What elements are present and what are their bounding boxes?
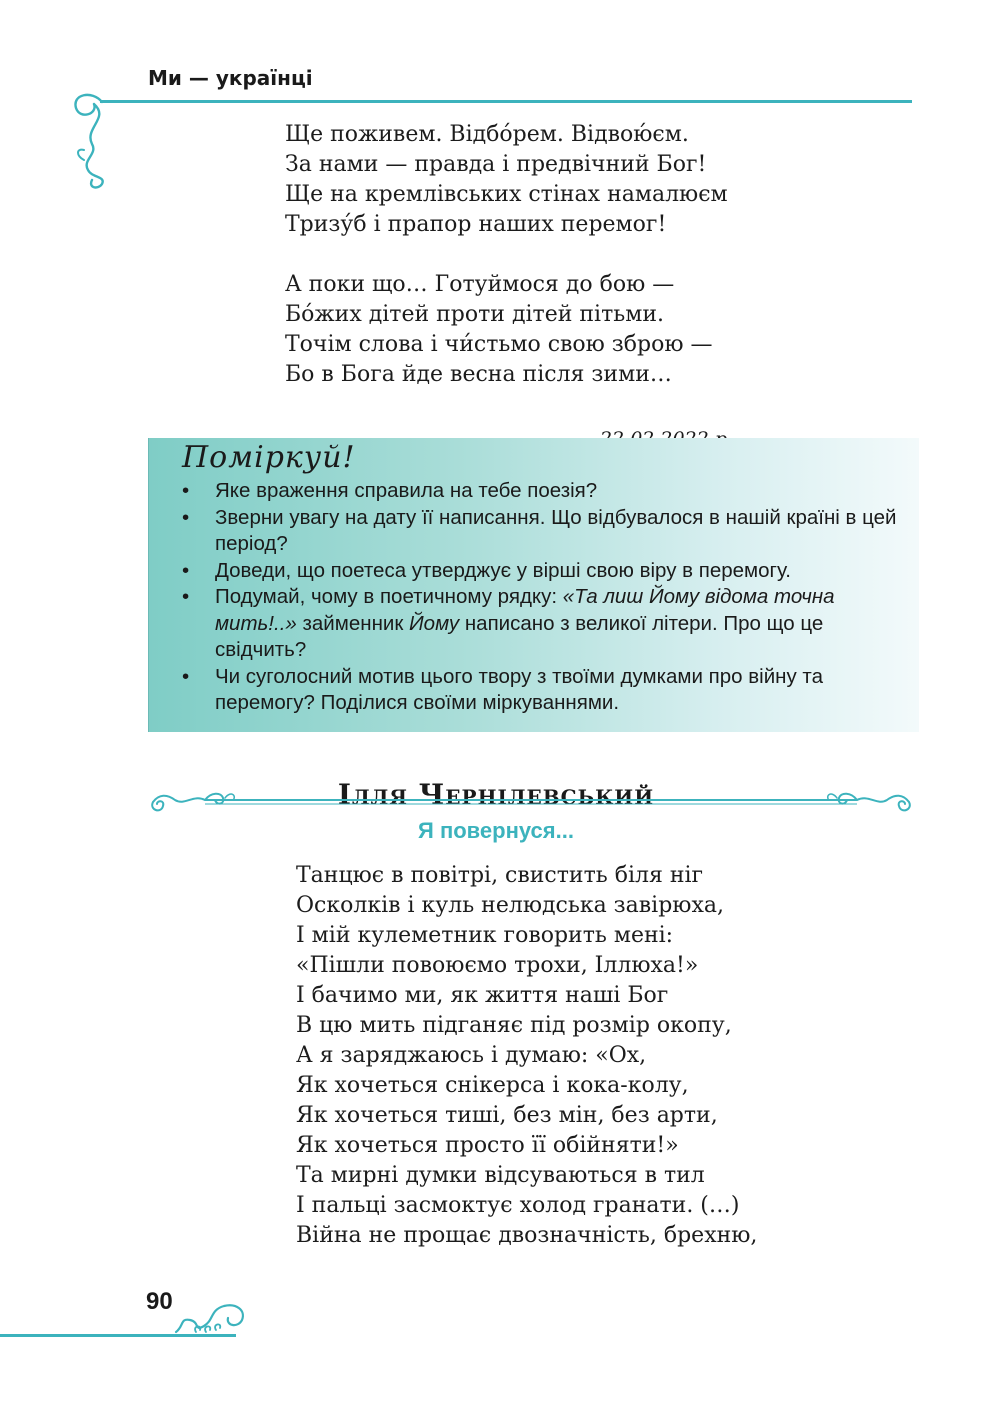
swirl-ornament-icon [62,88,122,198]
poem-line: За нами — правда і предвічний Бог! [285,152,707,177]
poem-line: Ще поживем. Відбо́рем. Відвою́єм. [285,122,689,147]
quoted-line: «Та лиш Йому відома точна мить!..» [215,585,835,635]
poem-line: І бачимо ми, як життя наші Бог [296,983,669,1008]
list-item: • Чи суголосний мотив цього твору з твоїми думками про війну та перемогу? Поділися своїми міркуваннями. [182,664,823,714]
poem-line: Точім слова і чи́стьмо свою зброю — [285,332,713,357]
poem-line: Осколків і куль нелюдська завірюха, [296,893,724,918]
poem-line: І мій кулеметник говорить мені: [296,923,674,948]
poem-line: «Пішли повоюємо трохи, Іллюха!» [296,953,699,978]
poem-title: Я повернуся... [418,818,574,843]
poem-line: Бо́жих дітей проти дітей пітьми. [285,302,665,327]
poem-line: Тризу́б і прапор наших перемог! [285,212,667,237]
poem-line: Бо в Бога йде весна після зими… [285,362,672,387]
page-number: 90 [146,1288,173,1315]
list-item: • Доведи, що поетеса утверджує у вірші свою віру в перемогу. [182,558,791,582]
poem-line: А я заряджаюсь і думаю: «Ох, [296,1043,647,1068]
reflection-questions [182,478,917,717]
divider-ornament-icon [145,780,917,820]
author-name: Ілля Чернілевський [337,778,655,811]
poem-line: Та мирні думки відсуваються в тил [296,1163,705,1188]
poem-line: Танцює в повітрі, свистить біля ніг [296,863,704,888]
reflection-title: Поміркуй! [182,440,356,475]
list-item: • Подумай, чому в поетичному рядку: «Та лиш Йому відома точна мить!..» займенник Йому написано з великої літери. Про що це свідчить? [182,585,835,661]
poem-line: Як хочеться просто її обійняти!» [296,1133,679,1158]
header-rule [100,100,912,103]
poem-line: Ще на кремлівських стінах намалюєм [285,182,728,207]
poem-line: Війна не прощає двозначність, брехню, [296,1223,758,1248]
section-title: Ми — українці [148,66,313,90]
list-item: • Зверни увагу на дату її написання. Що відбувалося в нашій країні в цей період? [182,505,897,555]
poem-one [285,120,728,390]
poem-line: В цю мить підганяє під розмір окопу, [296,1013,732,1038]
swirl-ornament-icon [170,1296,250,1340]
list-item: • Яке враження справила на тебе поезія? [182,479,598,502]
emphasized-word: Йому [409,611,460,635]
poem-two [296,861,757,1251]
poem-line: Як хочеться снікерса і кока-колу, [296,1073,689,1098]
poem-line: І пальці засмоктує холод гранати. (…) [296,1193,740,1218]
poem-line: А поки що… Готуймося до бою — [285,272,675,297]
poem-line: Як хочеться тиші, без мін, без арти, [296,1103,718,1128]
